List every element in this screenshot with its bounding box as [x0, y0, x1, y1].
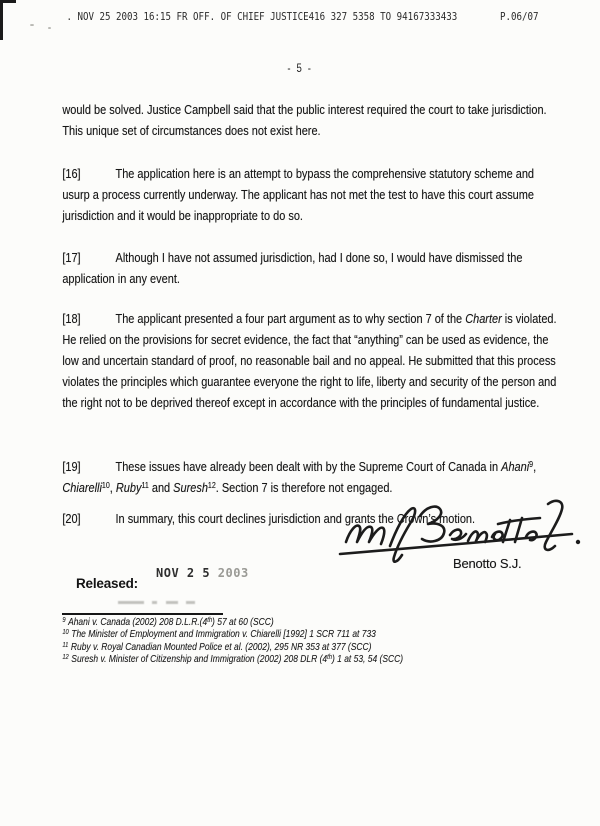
footnote-number: 10 — [62, 629, 69, 637]
footnotes-section — [62, 617, 544, 667]
fax-header — [66, 10, 538, 23]
footnote-number: 12 — [62, 654, 69, 662]
footnote-10 — [62, 629, 544, 641]
paragraph-continuation — [62, 99, 557, 141]
paragraph-number: [18] — [62, 311, 81, 326]
footnote-9 — [62, 617, 544, 629]
paragraph-number: [16] — [62, 166, 81, 181]
page-number: - 5 - — [287, 63, 313, 75]
scan-speck — [48, 27, 51, 29]
footnote-11 — [62, 642, 544, 654]
footnote-text: Suresh v. Minister of Citizenship and Immigration (2002) 208 DLR (4th) 1 at 53, 54 (SCC) — [71, 654, 404, 666]
released-date-stamp — [156, 566, 249, 580]
fax-corner-artifact — [0, 0, 16, 40]
paragraph-number: [19] — [62, 459, 81, 474]
footnote-separator-rule — [62, 613, 223, 615]
paragraph-18 — [62, 308, 557, 413]
date-stamp-main: NOV 2 5 — [156, 566, 218, 580]
footnote-number: 11 — [62, 641, 69, 649]
footnote-text: Ruby v. Royal Canadian Mounted Police et al. (2002), 295 NR 353 at 377 (SCC) — [70, 641, 372, 653]
scan-smudge — [186, 601, 195, 604]
paragraph-17 — [62, 247, 557, 289]
scan-smudge — [166, 601, 178, 604]
paragraph-text: Although I have not assumed jurisdiction, had I done so, I would have dismissed the application in any event. — [62, 250, 523, 286]
released-label: Released: — [76, 576, 138, 591]
footnote-text: Ahani v. Canada (2002) 208 D.L.R.(4th) 57 at 60 (SCC) — [68, 617, 274, 628]
paragraph-text: In summary, this court declines jurisdiction and grants the Crown’s motion. — [115, 511, 476, 526]
date-stamp-faded-year: 2003 — [217, 566, 249, 580]
fax-page-counter: P.06/07 — [499, 10, 539, 23]
fax-transmission-line: . NOV 25 2003 16:15 FR OFF. OF CHIEF JUSTICE416 327 5358 TO 94167333433 — [66, 10, 458, 23]
signature-printed-name: Benotto S.J. — [453, 556, 522, 571]
paragraph-text: The applicant presented a four part argument as to why section 7 of the Charter is violated. He relied on the provisions for secret evidence, the fact that “anything” can be used as evidence, the low and uncertain standard of proof, no reasonable bail and no appeal. He submitted that this process violates the principles which guarantee everyone the right to life, liberty and security of the person and the right not to be deprived thereof except in accordance with the principles of fundamental justice. — [62, 311, 557, 410]
paragraph-text: would be solved. Justice Campbell said that the public interest required the court to take jurisdiction. This unique set of circumstances does not exist here. — [62, 102, 547, 138]
paragraph-number: [20] — [62, 511, 81, 526]
scan-speck — [30, 24, 34, 26]
footnote-number: 9 — [62, 617, 66, 624]
paragraph-16 — [62, 163, 557, 226]
scan-smudge — [152, 601, 157, 604]
paragraph-text: The application here is an attempt to bypass the comprehensive statutory scheme and usurp a process currently underway. The applicant has not met the test to have this court assume jurisdiction and it would be inappropriate to do so. — [62, 166, 535, 223]
footnote-12 — [62, 654, 544, 666]
scan-smudge — [118, 601, 144, 604]
paragraph-number: [17] — [62, 250, 81, 265]
footnote-text: The Minister of Employment and Immigration v. Chiarelli [1992] 1 SCR 711 at 733 — [71, 629, 376, 641]
paragraph-text: These issues have already been dealt with by the Supreme Court of Canada in Ahani$^9$, Chiarelli$^{10}$, Ruby$^{11}$ and Suresh$^{12}$. Section 7 is therefore not engaged. — [62, 459, 537, 495]
